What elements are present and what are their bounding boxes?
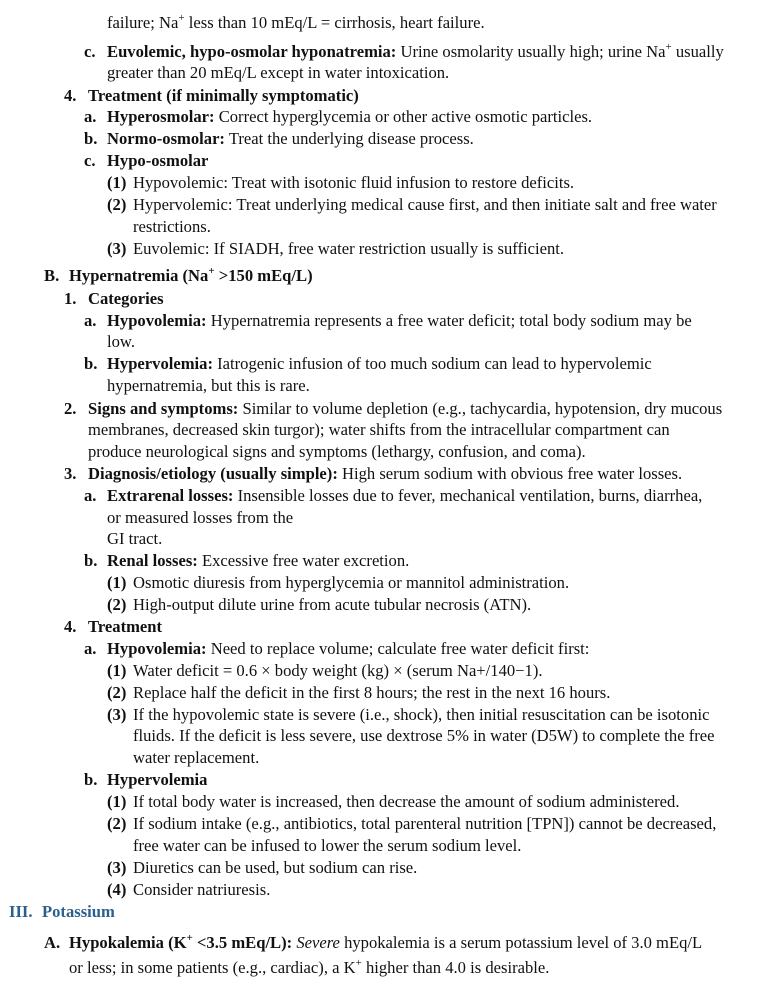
list-marker: b. — [84, 129, 98, 148]
list-marker: b. — [84, 354, 98, 373]
list-item-text: Consider natriuresis. — [133, 880, 271, 899]
list-item-text: Euvolemic: If SIADH, free water restriction usually is sufficient. — [133, 239, 565, 258]
list-item-text: Water deficit = 0.6 × body weight (kg) × (serum Na+/140−1). — [133, 661, 543, 680]
list-marker: b. — [84, 551, 98, 570]
list-marker: (2) — [107, 195, 127, 214]
list-item-text: Hypokalemia (K+ <3.5 mEq/L): Severe hypokalemia is a serum potassium level of 3.0 mEq/L — [69, 932, 703, 952]
list-item-text: Hypovolemia: Hypernatremia represents a free water deficit; total body sodium may be — [107, 311, 692, 330]
list-heading: Categories — [88, 289, 164, 308]
list-item-text: Hypovolemic: Treat with isotonic fluid infusion to restore deficits. — [133, 173, 575, 192]
list-marker: (3) — [107, 858, 127, 877]
list-item-text: High-output dilute urine from acute tubular necrosis (ATN). — [133, 595, 532, 614]
list-item-text: Osmotic diuresis from hyperglycemia or mannitol administration. — [133, 573, 570, 592]
section-marker: A. — [44, 933, 61, 952]
list-marker: c. — [84, 151, 96, 170]
list-marker: a. — [84, 311, 97, 330]
list-marker: 4. — [64, 86, 77, 105]
list-marker: 4. — [64, 617, 77, 636]
text-line: low. — [107, 332, 135, 351]
list-item-text: Diagnosis/etiology (usually simple): High serum sodium with obvious free water losses. — [88, 464, 683, 483]
list-heading: Hypervolemia — [107, 770, 208, 789]
list-marker: 1. — [64, 289, 77, 308]
text-line: fluids. If the deficit is less severe, use dextrose 5% in water (D5W) to complete the free — [133, 726, 715, 745]
list-item-text: Normo-osmolar: Treat the underlying disease process. — [107, 129, 474, 148]
text-line: failure; Na+ less than 10 mEq/L = cirrhosis, heart failure. — [107, 12, 485, 32]
text-line: free water can be infused to lower the serum sodium level. — [133, 836, 522, 855]
list-item-text: Euvolemic, hypo-osmolar hyponatremia: Urine osmolarity usually high; urine Na+ usually — [107, 41, 724, 61]
chapter-section-title: Potassium — [42, 902, 115, 921]
list-marker: (2) — [107, 683, 127, 702]
list-item-text: If total body water is increased, then decrease the amount of sodium administered. — [133, 792, 680, 811]
list-item-text: Renal losses: Excessive free water excretion. — [107, 551, 410, 570]
list-marker: (2) — [107, 814, 127, 833]
section-marker: B. — [44, 266, 60, 285]
text-line: greater than 20 mEq/L except in water intoxication. — [107, 63, 450, 82]
list-marker: c. — [84, 42, 96, 61]
list-heading: Treatment — [88, 617, 163, 636]
section-heading: Hypernatremia (Na+ >150 mEq/L) — [69, 265, 313, 285]
text-line: water replacement. — [133, 748, 260, 767]
list-marker: a. — [84, 639, 97, 658]
list-marker: (2) — [107, 595, 127, 614]
list-item-text: Hypovolemia: Need to replace volume; calculate free water deficit first: — [107, 639, 590, 658]
text-line: or measured losses from the — [107, 508, 294, 527]
list-marker: (1) — [107, 573, 127, 592]
list-item-text: If the hypovolemic state is severe (i.e., shock), then initial resuscitation can be isotonic — [133, 705, 710, 724]
list-heading: Hypo-osmolar — [107, 151, 209, 170]
text-line: GI tract. — [107, 529, 163, 548]
list-item-text: Signs and symptoms: Similar to volume depletion (e.g., tachycardia, hypotension, dry mucous — [88, 399, 723, 418]
list-marker: (1) — [107, 661, 127, 680]
list-item-text: If sodium intake (e.g., antibiotics, total parenteral nutrition [TPN]) cannot be decreased, — [133, 814, 717, 833]
list-marker: (1) — [107, 792, 127, 811]
text-line: restrictions. — [133, 217, 211, 236]
list-marker: 3. — [64, 464, 77, 483]
text-line: or less; in some patients (e.g., cardiac), a K+ higher than 4.0 is desirable. — [69, 957, 550, 977]
list-marker: a. — [84, 486, 97, 505]
list-marker: (3) — [107, 239, 127, 258]
list-item-text: Hypervolemic: Treat underlying medical cause first, and then initiate salt and free water — [133, 195, 717, 214]
text-line: produce neurological signs and symptoms (lethargy, confusion, and coma). — [88, 442, 586, 461]
text-line: membranes, decreased skin turgor); water shifts from the intracellular compartment can — [88, 420, 670, 439]
list-item-text: Extrarenal losses: Insensible losses due to fever, mechanical ventilation, burns, diarrhea, — [107, 486, 703, 505]
list-heading: Treatment (if minimally symptomatic) — [88, 86, 359, 105]
list-marker: 2. — [64, 399, 77, 418]
list-marker: (3) — [107, 705, 127, 724]
list-item-text: Hypervolemia: Iatrogenic infusion of too much sodium can lead to hypervolemic — [107, 354, 652, 373]
list-item-text: Hyperosmolar: Correct hyperglycemia or other active osmotic particles. — [107, 107, 593, 126]
list-item-text: Replace half the deficit in the first 8 hours; the rest in the next 16 hours. — [133, 683, 611, 702]
list-marker: (4) — [107, 880, 127, 899]
list-marker: a. — [84, 107, 97, 126]
chapter-section-number: III. — [9, 902, 33, 921]
text-line: hypernatremia, but this is rare. — [107, 376, 310, 395]
list-item-text: Diuretics can be used, but sodium can rise. — [133, 858, 418, 877]
list-marker: b. — [84, 770, 98, 789]
list-marker: (1) — [107, 173, 127, 192]
